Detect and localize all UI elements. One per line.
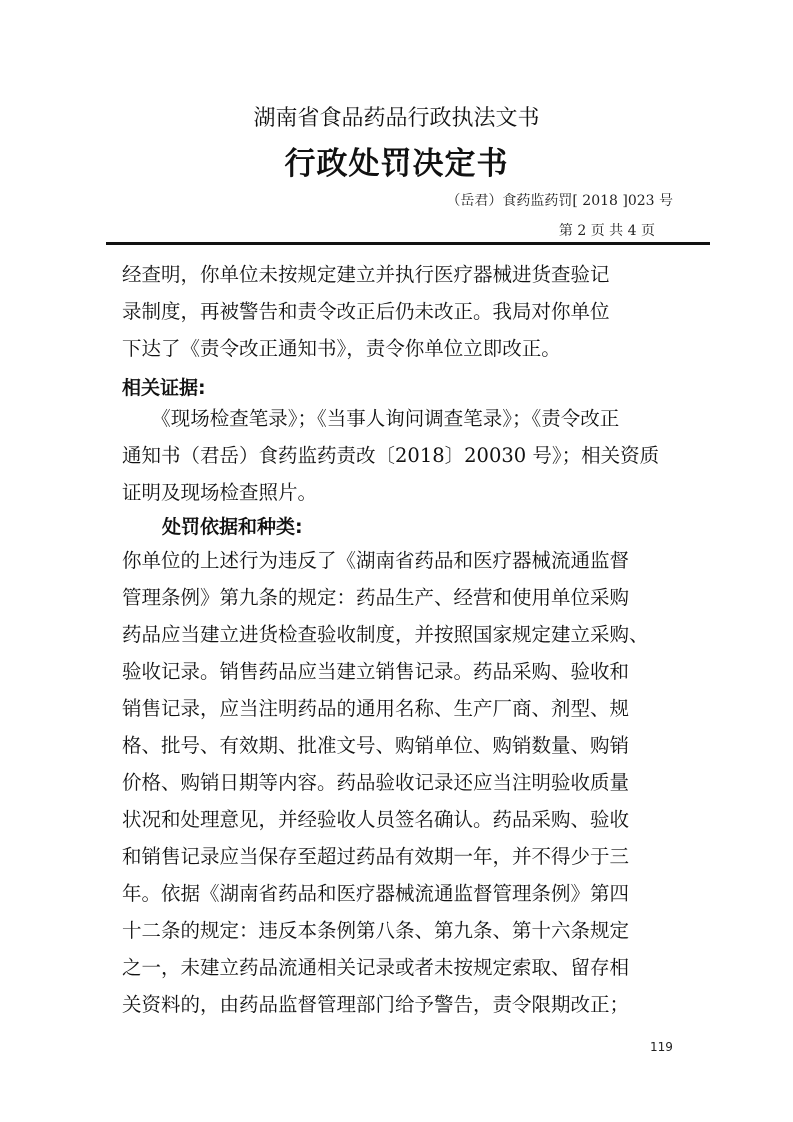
penalty-basis-heading: 处罚依据和种类:	[162, 516, 303, 538]
header-divider	[106, 242, 710, 245]
text-line: 通知书（君岳）食药监药责改〔2018〕20030 号》；相关资质	[122, 444, 660, 467]
text-line: 经查明，你单位未按规定建立并执行医疗器械进货查验记	[122, 263, 610, 286]
penalty-basis-paragraph	[122, 542, 702, 1023]
text-line: 格、批号、有效期、批准文号、购销单位、购销数量、购销	[122, 734, 630, 757]
text-line: 十二条的规定：违反本条例第八条、第九条、第十六条规定	[122, 919, 630, 942]
document-number: （岳君）食药监药罚[ 2018 ]023 号	[446, 193, 673, 209]
text-line: 药品应当建立进货检查验收制度，并按照国家规定建立采购、	[122, 623, 649, 646]
text-line: 录制度，再被警告和责令改正后仍未改正。我局对你单位	[122, 300, 610, 323]
findings-paragraph	[122, 256, 702, 367]
evidence-paragraph	[122, 400, 702, 511]
text-line: 管理条例》第九条的规定：药品生产、经营和使用单位采购	[122, 586, 630, 609]
text-line: 《现场检查笔录》；《当事人询问调查笔录》；《责令改正	[122, 407, 620, 430]
text-line: 和销售记录应当保存至超过药品有效期一年，并不得少于三	[122, 845, 630, 868]
page-info: 第 2 页 共 4 页	[558, 223, 655, 239]
evidence-heading: 相关证据:	[122, 377, 206, 399]
document-title: 行政处罚决定书	[284, 146, 509, 182]
text-line: 你单位的上述行为违反了《湖南省药品和医疗器械流通监督	[122, 549, 630, 572]
text-line: 证明及现场检查照片。	[122, 481, 318, 504]
org-title: 湖南省食品药品行政执法文书	[253, 106, 540, 131]
text-line: 销售记录，应当注明药品的通用名称、生产厂商、剂型、规	[122, 697, 630, 720]
page-number: 119	[650, 1040, 673, 1054]
text-line: 验收记录。销售药品应当建立销售记录。药品采购、验收和	[122, 660, 630, 683]
text-line: 关资料的，由药品监督管理部门给予警告，责令限期改正；	[122, 993, 630, 1016]
text-line: 之一，未建立药品流通相关记录或者未按规定索取、留存相	[122, 956, 630, 979]
text-line: 年。依据《湖南省药品和医疗器械流通监督管理条例》第四	[122, 882, 630, 905]
text-line: 状况和处理意见，并经验收人员签名确认。药品采购、验收	[122, 808, 630, 831]
text-line: 价格、购销日期等内容。药品验收记录还应当注明验收质量	[122, 771, 630, 794]
text-line: 下达了《责令改正通知书》，责令你单位立即改正。	[122, 337, 561, 360]
